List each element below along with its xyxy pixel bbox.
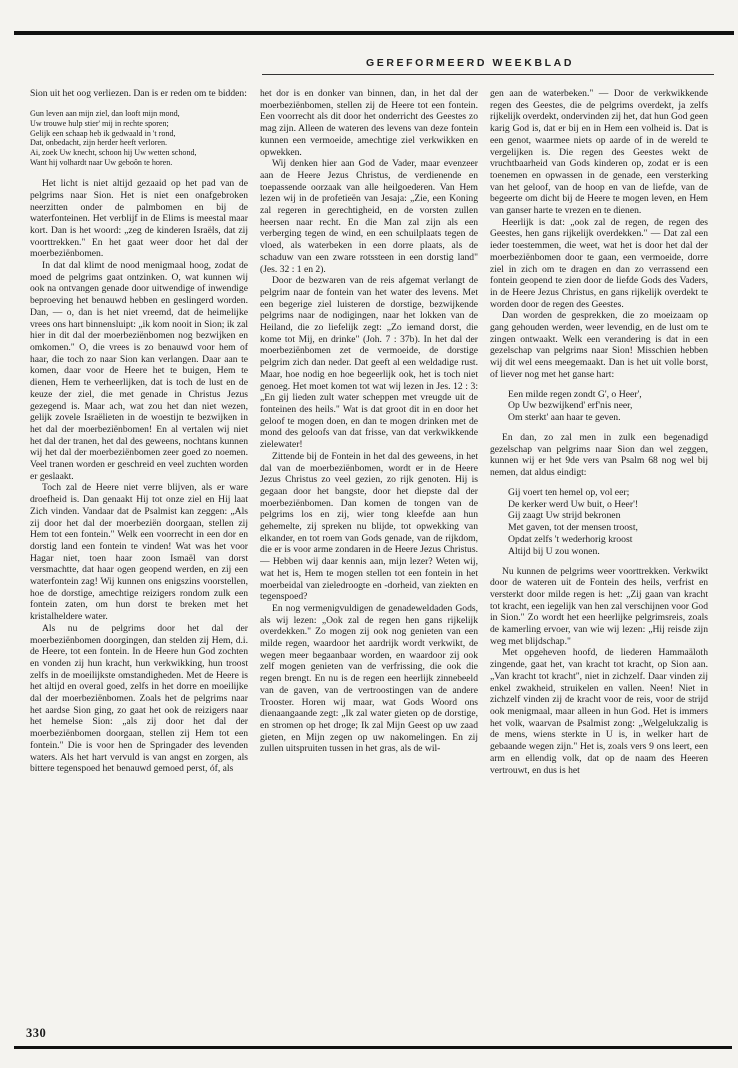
paragraph: In dat dal klimt de nood menigmaal hoog, zodat de moed de pelgrims gaat ontzinken. O, wat kunnen wij ook na ontvangen genade door uitwendige of inwendige beproeving het benauwd hebben en geslingerd worden. Dan, — o, dan is het niet vreemd, dat de heimelijke vrees ons hart binnensluipt: „ik kom nooit in Sion; ik zal hier in dit dal der moerbeziënbomen nog bezwijken en omkomen." O, die vrees is zo benauwd voor hem of haar, die toch zo naar Sion kan verlangen. Daar aan te komen, daar voor de Heere het te buigen, Hem te dienen, Hem te verheerlijken, dat is toch de lust en de keuze der ziel, die met genade in Christus Jezus gezegend is. Maar ach, wat zou het dan niet wezen, gelijk zovele Israëlieten in de woestijn te bezwijken in het dal der moerbeziënbomen! En al vertalen wij niet het dal der tranen, het dal des geweens, nochtans kunnen wij het dal der moerbeziënbomen zeer goed zo noemen. Veel tranen worden er geschreid en veel zuchten worden er geslaakt. bbox=[30, 260, 248, 482]
quote-line: Uw trouwe hulp stier' mij in rechte sporen; bbox=[30, 118, 169, 128]
paragraph: Zittende bij de Fontein in het dal des geweens, in het dal van de moerbeziënbomen, wordt er in de Heere Jezus Christus zo veel gezien, zo rijk genoten. Hij is gegaan door het bangste, door het diepste dal der moerbeziënbomen. Dan komen de tongen van de pelgrims los en zij, wier tong kleefde aan hun gehemelte, zij spreken nu blijde, tot opwekking van elkander, en tot roem van Gods genade, van de rijkdom, die er is voor arme zondaren in de Heere Jezus Christus. — Hebben wij daar kennis aan, mijn lezer? Weten wij, wat het is, Hem te mogen stellen tot een fontein in het moerbeidal van zieledroogte en -dorheid, van ziekten en tegenspoed? bbox=[260, 450, 478, 603]
verse-line: De kerker werd Uw buit, o Heer'! bbox=[508, 498, 639, 510]
quote-line: Want hij volhardt naar Uw geboôn te horen. bbox=[30, 158, 173, 168]
paragraph: Dan worden de gesprekken, die zo moeizaam op gang gehouden werden, weer levendig, en de lust om te zingen ontwaakt. Welk een verandering is dat in een gezelschap van pelgrims naar Sion! Misschien hebben wij dit wel eens meegemaakt. Dan is het uit volle borst, of liever nog met het ganse hart: bbox=[490, 310, 708, 380]
page-number: 330 bbox=[26, 1026, 47, 1040]
verse-line: Gij voert ten hemel op, vol eer; bbox=[508, 486, 630, 498]
verse-line: Om sterkt' aan haar te geven. bbox=[508, 412, 621, 424]
top-rule bbox=[14, 31, 734, 35]
quote-line: Ai, zoek Uw knecht, schoon hij Uw wetten schond, bbox=[30, 148, 197, 158]
psalm-verse bbox=[508, 487, 708, 558]
paragraph: En nog vermenigvuldigen de genadeweldaden Gods, als wij lezen: „Ook zal de regen hen gans rijkelijk overdekken." Zo mogen zij ook nog genieten van een milde regen, waardoor het aardrijk wordt verkwikt, de wegen meer begaanbaar worden, en waardoor zij ook zelf mogen genieten van de verfrissing, die ook die regen brengt. En nu is de regen een heerlijk zinnebeeld van de gaven, van de vertroostingen van de andere Trooster. Horen wij maar, wat Gods Woord ons dienaangaande zegt: „Ik zal water gieten op de dorstige, en stromen op het droge; Ik zal Mijn Geest op uw zaad gieten, en Mijn zegen op uw nakomelingen. En zij zullen uitspruiten tussen in het gras, als de wil- bbox=[260, 602, 478, 755]
paragraph: Toch zal de Heere niet verre blijven, als er ware droefheid is. Dan genaakt Hij tot onze ziel en Hij laat Zich vinden. Vandaar dat de Psalmist kan zeggen: „Als zij door het dal der moerbeziën doorgaan, stellen zij Hem tot een fontein." Welk een voorrecht in een dor en dorstig land een fontein te vinden! Wat was het voor Hagar niet, toen haar zoon Ismaël van dorst versmachtte, dat haar ogen geopend werden, en zij een waterfontein zag! Wij kunnen ons enigszins voorstellen, hoe de dorstige, amechtige reizigers rondom zulk een fontein zaten, om hun dorst te breken met het kristalheldere water. bbox=[30, 482, 248, 623]
paragraph: Het licht is niet altijd gezaaid op het pad van de pelgrims naar Sion. Het is niet een onafgebroken neerzitten onder de palmbomen en bij de waterfonteinen. Het verblijf in de Elims is meestal maar kort. Dan is het woord: „zeg de kinderen Israëls, dat zij voorttrekken." En het gaat weer door het dal der moerbeziënbomen. bbox=[30, 178, 248, 260]
verse-line: Een milde regen zondt G', o Heer', bbox=[508, 388, 642, 400]
verse-line: Altijd bij U zou wonen. bbox=[508, 545, 600, 557]
paragraph: Met opgeheven hoofd, de liederen Hammaäloth zingende, gaat het, van kracht tot kracht, op Sion aan. „Van kracht tot kracht", niet in zichzelf. Daar vinden zij enkel zwakheid, struikelen en vallen. Neen! Niet in zichzelf vinden zij de kracht voor de reis, voor de strijd ook menigmaal, maar alleen in hun God. Het is immers het volk, waarvan de Psalmist zong: „Welgelukzalig is de mens, wiens sterkte in U is, in welker hart de gebaande wegen zijn." Het is, zoals vers 9 ons leert, een arm en ellendig volk, dat op de naam des Heeren vertrouwt, en dus is het bbox=[490, 647, 708, 776]
verse-line: Op Uw bezwijkend' erf'nis neer, bbox=[508, 400, 633, 412]
psalm-verse bbox=[508, 389, 708, 424]
column-2 bbox=[260, 88, 478, 1016]
paragraph: En dan, zo zal men in zulk een begenadigd gezelschap van pelgrims naar Sion dan wel zeggen, kunnen wij er het 9de vers van Psalm 68 nog wel bij nemen, dat aldus eindigt: bbox=[490, 431, 708, 479]
paragraph: Sion uit het oog verliezen. Dan is er reden om te bidden: bbox=[30, 88, 247, 99]
bottom-rule bbox=[14, 1046, 732, 1049]
paragraph: Heerlijk is dat: „ook zal de regen, de regen des Geestes, hen gans rijkelijk overdekken." — Dat zal een ieder toestemmen, die weet, wat het is door het dal der moerbeziënbomen door te gaan, een vermoeide, dorre ziel in zich om te dragen en dan zo verrassend een fontein geopend te zien door de liefde Gods des Vaders, in de Heere Jezus Christus, en gans rijkelijk overdekt te worden door de regen des Geestes. bbox=[490, 216, 708, 310]
paragraph: Nu kunnen de pelgrims weer voorttrekken. Verkwikt door de wateren uit de Fontein des heils, verfrist en versterkt door milde regen is het: „Zij gaan van kracht tot kracht, een iegelijk van hen zal verschijnen voor God in Sion." Zo wordt het een heerlijke pelgrimsreis, zoals de kamerling ervoer, van wie wij lezen: „Hij reisde zijn weg met blijdschap." bbox=[490, 565, 708, 647]
paragraph: Als nu de pelgrims door het dal der moerbeziënbomen doorgingen, dan stelden zij Hem, d.i. de Heere, tot een fontein. In de Heere hun God zochten en vonden zij hun kracht, hun verkwikking, hun troost zelfs in de moeilijkste omstandigheden. Met de Heere is het altijd en overal goed, zelfs in het dorre en moeilijke dal der moerbeziënbomen. Zoals het de pelgrims naar het aardse Sion ging, zo gaat het ook de reizigers naar het hemelse Sion: „als zij door het dal der moerbeziënbomen doorgaan, stellen zij Hem tot een fontein." Die is voor hen de Springader des levenden waters. Als het hart vervuld is van angst en zorgen, als bittere tegenspoed het benauwd gemoed perst, óf, als bbox=[30, 622, 248, 775]
quote-line: Dat, onbedacht, zijn herder heeft verloren. bbox=[30, 138, 168, 148]
verse-line: Met gaven, tot der mensen troost, bbox=[508, 522, 638, 534]
paragraph: Door de bezwaren van de reis afgemat verlangt de pelgrim naar de fontein van het water des levens. Met een begerige ziel luisteren de dorstige, bezwijkende pelgrims naar de nodigingen, naar het lokken van de Heiland, die zo liefelijk zegt: „Zo iemand dorst, die kome tot Mij, en drinke" (Joh. 7 : 37b). In het dal der moerbeziënbomen zet de vermoeide, de dorstige pelgrim zich dan neder. Dat geeft al een weldadige rust. Maar, hoe nodig en hoe begeerlijk ook, het is toch niet genoeg. Het moet komen tot wat wij lezen in Jes. 12 : 3: „En gij lieden zult water scheppen met vreugde uit de fonteinen des heils." Wat is dat groot dit in en door het geloof te mogen doen, en dan te mogen drinken met de mond des geloofs van dat frisse, van dat verkwikkende zielewater! bbox=[260, 275, 478, 451]
column-3 bbox=[490, 88, 708, 1016]
running-header: GEREFORMEERD WEEKBLAD bbox=[365, 57, 575, 69]
psalm-quote bbox=[30, 109, 248, 168]
quote-line: Gelijk een schaap heb ik gedwaald in 't rond, bbox=[30, 128, 176, 138]
header-rule bbox=[262, 74, 714, 75]
paragraph: gen aan de waterbeken." — Door de verkwikkende regen des Geestes, die de pelgrims overdekt, ja zelfs rijkelijk overdekt, ondervinden zij het, dat hun God geen karig God is, dat er bij en in Hem een volheid is. Dat is een genot, waarmee niets op aarde of in de wereld te vergelijken is. Die regen des Geestes wekt de vruchtbaarheid van Gods kinderen op, zodat er is een toenemen en opwassen in de genade, een versterking van het geloof, van de hoop en van de liefde, van de begeerte om dicht bij de Heere te mogen leven, en Hem van ganser harte te vrezen en te dienen. bbox=[490, 88, 708, 217]
paragraph: Wij denken hier aan God de Vader, maar evenzeer aan de Heere Jezus Christus, de verdienende en toepassende oorzaak van alle heilgoederen. Van Hem lezen wij in de profetieën van Jesaja: „Zie, een Koning zal regeren in gerechtigheid, en de vorsten zullen heersen naar recht. En die Man zal zijn als een verberging tegen de wind, en een schuilplaats tegen de vloed, als waterbeken in een dorre plaats, als de schaduw van een zware rotssteen in een dorstig land" (Jes. 32 : 1 en 2). bbox=[260, 158, 478, 275]
verse-line: Gij zaagt Uw strijd bekronen bbox=[508, 510, 621, 522]
column-1 bbox=[30, 88, 248, 1016]
quote-line: Gun leven aan mijn ziel, dan looft mijn mond, bbox=[30, 108, 180, 118]
paragraph: het dor is en donker van binnen, dan, in het dal der moerbeziënbomen, stellen zij de Heere tot een fontein. Een voorrecht als dit door het onderricht des Geestes zo mag zijn. Alleen de wateren des levens van deze fontein kunnen een vermoeide, amechtige ziel verkwikken en opwekken. bbox=[260, 88, 478, 158]
verse-line: Opdat zelfs 't wederhorig kroost bbox=[508, 533, 633, 545]
